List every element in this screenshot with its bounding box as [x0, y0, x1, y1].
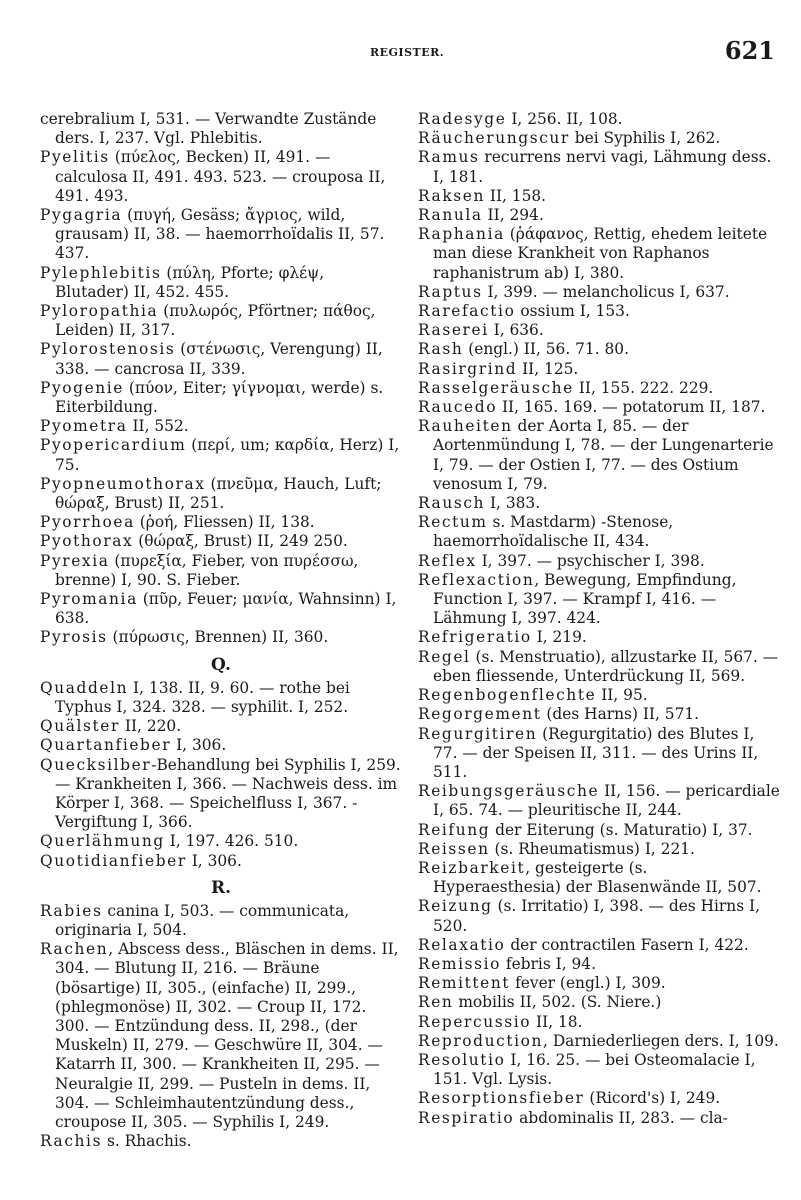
index-entry	[40, 110, 402, 148]
entry-text: II, 155. 222. 229.	[573, 378, 714, 397]
index-entry	[40, 302, 402, 340]
page-number: 621	[724, 36, 775, 65]
index-entry	[418, 360, 780, 379]
section-letter-r: R.	[210, 877, 232, 898]
index-entry	[418, 283, 780, 302]
entry-text: I, 16. 25. — bei Osteomalacie I, 151. Vgl. Lysis.	[433, 1050, 756, 1089]
entry-text: II, 220.	[119, 717, 182, 736]
entry-text: (ῥοή, Fliessen) II, 138.	[134, 513, 315, 532]
index-entry	[40, 1132, 402, 1151]
index-entry	[418, 513, 780, 551]
entry-text: (engl.) II, 56. 71. 80.	[463, 340, 629, 359]
entry-text: (s. Menstruatio), allzustarke II, 567. — eben fliessende, Unterdrückung II, 569.	[433, 647, 779, 685]
entry-headword: Pyromania	[40, 590, 138, 609]
index-entry	[418, 494, 780, 513]
index-entry	[418, 840, 780, 859]
entry-text: II, 158.	[484, 186, 547, 205]
index-entry	[40, 679, 402, 717]
entry-text: I, 399. — melancholicus I, 637.	[482, 282, 730, 301]
entry-headword: Reflex	[418, 551, 477, 570]
entry-headword: Rasselgeräusche	[418, 378, 574, 397]
running-head: REGISTER.	[370, 46, 445, 59]
entry-headword: Rachis	[40, 1132, 103, 1151]
entry-headword: Remissio	[418, 954, 501, 973]
entry-text: der contractilen Fasern I, 422.	[505, 935, 749, 954]
entry-text: abdominalis II, 283. — cla-	[514, 1108, 728, 1127]
entry-text: s. Rhachis.	[102, 1132, 192, 1151]
entry-headword: Reproduction	[418, 1031, 544, 1050]
left-column	[40, 110, 402, 1151]
entry-headword: Pylorostenosis	[40, 340, 176, 359]
entry-text: bei Syphilis I, 262.	[569, 129, 721, 148]
index-entry	[418, 897, 780, 935]
index-entry	[418, 821, 780, 840]
entry-text: (πύρωσις, Brennen) II, 360.	[107, 628, 329, 647]
entry-text: (πυλωρός, Pförtner; πάθος, Leiden) II, 317.	[55, 302, 376, 340]
entry-text: I, 397. — psychischer I, 398.	[476, 551, 705, 570]
index-entry	[40, 832, 402, 851]
index-entry	[418, 398, 780, 417]
entry-headword: Raserei	[418, 321, 489, 340]
index-entry	[418, 110, 780, 129]
entry-headword: Resolutio	[418, 1050, 506, 1069]
entry-text: (πύλη, Pforte; φλέψ, Blutader) II, 452. 455.	[55, 263, 325, 301]
index-entry	[40, 436, 402, 474]
entry-headword: Rausch	[418, 494, 486, 513]
entries-p-group	[40, 110, 402, 648]
entry-text: II, 95.	[596, 686, 648, 705]
entry-text: (πυρεξία, Fieber, von πυρέσσω, brenne) I, 90. S. Fieber.	[55, 551, 359, 589]
index-entry	[418, 302, 780, 321]
index-entry	[418, 725, 780, 783]
index-entry	[418, 1032, 780, 1051]
entry-text: (θώραξ, Brust) II, 249 250.	[133, 532, 348, 551]
index-entry	[40, 379, 402, 417]
entry-headword: Relaxatio	[418, 935, 506, 954]
entry-headword: Quälster	[40, 717, 120, 736]
index-entry	[40, 552, 402, 590]
entry-headword: Pyothorax	[40, 532, 134, 551]
index-entry	[40, 902, 402, 940]
entry-headword: Querlähmung	[40, 832, 165, 851]
entry-headword: Rabies	[40, 901, 103, 920]
entry-text: (περί, um; καρδία, Herz) I, 75.	[55, 436, 400, 474]
index-entry	[418, 206, 780, 225]
entry-text: I, 636.	[488, 321, 544, 340]
entry-text: I, 256. II, 108.	[506, 110, 623, 128]
index-entry	[40, 513, 402, 532]
entries-r-continued-group	[418, 110, 780, 1128]
index-entry	[418, 379, 780, 398]
entries-q-group	[40, 679, 402, 871]
entry-headword: Regorgement	[418, 705, 542, 724]
entry-headword: Reifung	[418, 820, 491, 839]
index-entry	[40, 417, 402, 436]
entry-text: mobilis II, 502. (S. Niere.)	[453, 993, 662, 1012]
entry-text: (ῥάφανος, Rettig, ehedem leitete man diese Krankheit von Raphanos raphanistrum ab) I, 380.	[433, 225, 768, 282]
entry-text: (Ricord's) I, 249.	[584, 1089, 721, 1108]
index-entry	[418, 686, 780, 705]
entry-text: II, 294.	[482, 206, 544, 225]
entry-headword: Rauheiten	[418, 417, 513, 436]
entry-text: , Bewegung, Empfindung, Function I, 397. — Krampf I, 416. — Lähmung I, 397. 424.	[433, 570, 737, 628]
index-entry	[418, 225, 780, 283]
entry-text: (στένωσις, Verengung) II, 338. — cancrosa II, 339.	[55, 340, 383, 378]
entry-headword: Quartanfieber	[40, 736, 172, 755]
entry-headword: Quecksilber	[40, 755, 152, 774]
entry-text: (πῦρ, Feuer; μανία, Wahnsinn) I, 638.	[55, 590, 397, 628]
entry-headword: Rash	[418, 340, 464, 359]
entry-text: der Aorta I, 85. — der Aortenmündung I, 78. — der Lungenarterie I, 79. — der Ostien I, 77. — des Ostium venosum I, 79.	[433, 417, 774, 493]
index-entry	[40, 736, 402, 755]
index-entry	[418, 1109, 780, 1128]
entry-text: cerebralium I, 531. — Verwandte Zustände ders. I, 237. Vgl. Phlebitis.	[40, 110, 377, 148]
index-entry	[418, 936, 780, 955]
entry-text: I, 383.	[485, 494, 541, 513]
index-entry	[418, 705, 780, 724]
entry-text: II, 156. — pericardiale I, 65. 74. — pleuritische II, 244.	[433, 782, 780, 820]
entry-headword: Pyopericardium	[40, 436, 187, 455]
index-entry	[40, 717, 402, 736]
index-entry	[418, 1089, 780, 1108]
entry-headword: Refrigeratio	[418, 628, 532, 647]
entry-text: der Eiterung (s. Maturatio) I, 37.	[490, 820, 753, 839]
entry-text: , Darniederliegen ders. I, 109.	[543, 1031, 779, 1050]
entry-text: ossium I, 153.	[515, 302, 630, 321]
entry-headword: Repercussio	[418, 1012, 532, 1031]
entry-text: recurrens nervi vagi, Lähmung dess. I, 181.	[433, 148, 772, 186]
index-entry	[418, 859, 780, 897]
entry-headword: Pyelitis	[40, 148, 110, 167]
index-entry	[40, 264, 402, 302]
entry-text: canina I, 503. — communicata, originaria I, 504.	[55, 901, 350, 939]
entry-text: I, 219.	[531, 628, 587, 647]
entry-headword: Ramus	[418, 148, 480, 167]
entry-headword: Reissen	[418, 839, 490, 858]
entry-text: , gesteigerte (s. Hyperaesthesia) der Blasenwände II, 507.	[433, 858, 762, 897]
index-entry	[418, 187, 780, 206]
index-entry	[40, 532, 402, 551]
entry-text: I, 306.	[186, 851, 242, 870]
entry-text: II, 18.	[531, 1012, 583, 1031]
entry-headword: Rachen	[40, 940, 109, 959]
index-entry	[40, 148, 402, 206]
entry-headword: Ren	[418, 993, 454, 1012]
index-entry	[40, 340, 402, 378]
entry-text: fever (engl.) I, 309.	[510, 974, 666, 993]
entry-text: (πνεῦμα, Hauch, Luft; θώραξ, Brust) II, 251.	[55, 474, 382, 513]
entry-text: (πυγή, Gesäss; ἄγριος, wild, grausam) II, 38. — haemorrhoïdalis II, 57. 437.	[55, 206, 385, 263]
entry-headword: Pyometra	[40, 417, 128, 436]
entry-text: (πύελος, Becken) II, 491. — calculosa II, 491. 493. 523. — crouposa II, 491. 493.	[55, 148, 386, 205]
index-entry	[418, 782, 780, 820]
entry-headword: Remittent	[418, 974, 511, 993]
index-entry	[40, 475, 402, 513]
index-entry	[418, 552, 780, 571]
index-entry	[418, 993, 780, 1012]
entry-headword: Räucherungscur	[418, 129, 570, 148]
entry-text: (πύον, Eiter; γίγνομαι, werde) s. Eiterbildung.	[55, 378, 384, 417]
entry-text: I, 197. 426. 510.	[164, 832, 299, 851]
index-entry	[40, 756, 402, 833]
right-column	[418, 110, 780, 1128]
entry-text: febris I, 94.	[501, 954, 596, 973]
index-entry	[418, 1051, 780, 1089]
entry-text: (des Harns) II, 571.	[541, 705, 700, 724]
index-entry	[418, 974, 780, 993]
entry-headword: Reizung	[418, 897, 493, 916]
index-entry	[418, 955, 780, 974]
entry-text: I, 138. II, 9. 60. — rothe bei Typhus I, 324. 328. — syphilit. I, 252.	[55, 678, 350, 716]
entry-headword: Rasirgrind	[418, 359, 518, 378]
entry-headword: Reflexaction	[418, 570, 535, 589]
entry-text: II, 552.	[127, 417, 189, 436]
entry-text: s. Mastdarm) -Stenose, haemorrhoïdalische II, 434.	[433, 513, 674, 551]
entries-r-group	[40, 902, 402, 1152]
entry-headword: Rarefactio	[418, 302, 516, 321]
entry-headword: Regel	[418, 647, 471, 666]
entry-headword: Regurgitiren	[418, 724, 538, 743]
entry-headword: Pyorrhoea	[40, 513, 135, 532]
entry-headword: Pyogenie	[40, 378, 125, 397]
section-letter-q: Q.	[211, 654, 231, 675]
entry-headword: Reizbarkeit	[418, 858, 526, 877]
index-entry	[40, 628, 402, 647]
entry-headword: Ranula	[418, 206, 483, 225]
entry-headword: Raptus	[418, 282, 483, 301]
entry-text: (s. Rheumatismus) I, 221.	[489, 839, 695, 858]
entry-text: (s. Irritatio) I, 398. — des Hirns I, 520.	[433, 897, 760, 935]
entry-headword: Pyrosis	[40, 628, 108, 647]
entry-text: II, 125.	[517, 359, 579, 378]
entry-text: , Abscess dess., Bläschen in dems. II, 304. — Blutung II, 216. — Bräune (bösartige) II, 305., (einfache) II, 299., (phlegmonöse) II, 302. — Croup II, 172. 300. — Entzündung dess. II, 298., (der Muskeln) II, 279. — Geschwüre II, 304. — Katarrh II, 300. — Krankheiten II, 295. — Neuralgie II, 299. — Pusteln in dems. II, 304. — Schleimhautentzündung dess., crouposе II, 305. — Syphilis I, 249.	[55, 940, 399, 1131]
entry-headword: Quotidianfieber	[40, 851, 187, 870]
index-entry	[418, 148, 780, 186]
index-entry	[418, 340, 780, 359]
entry-text: II, 165. 169. — potatorum II, 187.	[497, 398, 766, 417]
index-entry	[40, 590, 402, 628]
index-entry	[418, 417, 780, 494]
entry-headword: Reibungsgeräusche	[418, 782, 600, 801]
index-entry	[418, 321, 780, 340]
index-entry	[418, 129, 780, 148]
index-entry	[418, 571, 780, 629]
entry-headword: Resorptionsfieber	[418, 1089, 585, 1108]
index-entry	[418, 628, 780, 647]
entry-headword: Pygagria	[40, 206, 123, 225]
index-entry	[418, 1013, 780, 1032]
entry-headword: Raksen	[418, 186, 485, 205]
entry-headword: Quaddeln	[40, 678, 129, 697]
entry-headword: Raucedo	[418, 398, 498, 417]
entry-headword: Respiratio	[418, 1108, 515, 1127]
entry-text: -Behandlung bei Syphilis I, 259. — Krankheiten I, 366. — Nachweis dess. im Körper I, 368. — Speichelfluss I, 367. - Vergiftung I, 366.	[55, 755, 401, 832]
entry-text: I, 306.	[171, 736, 227, 755]
index-entry	[418, 648, 780, 686]
entry-headword: Raphania	[418, 225, 505, 244]
index-entry	[40, 940, 402, 1132]
index-entry	[40, 852, 402, 871]
entry-headword: Pylephlebitis	[40, 263, 162, 282]
entry-headword: Regenbogenflechte	[418, 686, 597, 705]
entry-headword: Pyrexia	[40, 551, 110, 570]
entry-text: (Regurgitatio) des Blutes I, 77. — der Speisen II, 311. — des Urins II, 511.	[433, 724, 759, 781]
entry-headword: Pyopneumothorax	[40, 474, 206, 493]
entry-headword: Radesyge	[418, 110, 507, 128]
entry-headword: Rectum	[418, 513, 488, 532]
index-entry	[40, 206, 402, 264]
entry-headword: Pyloropathia	[40, 302, 159, 321]
